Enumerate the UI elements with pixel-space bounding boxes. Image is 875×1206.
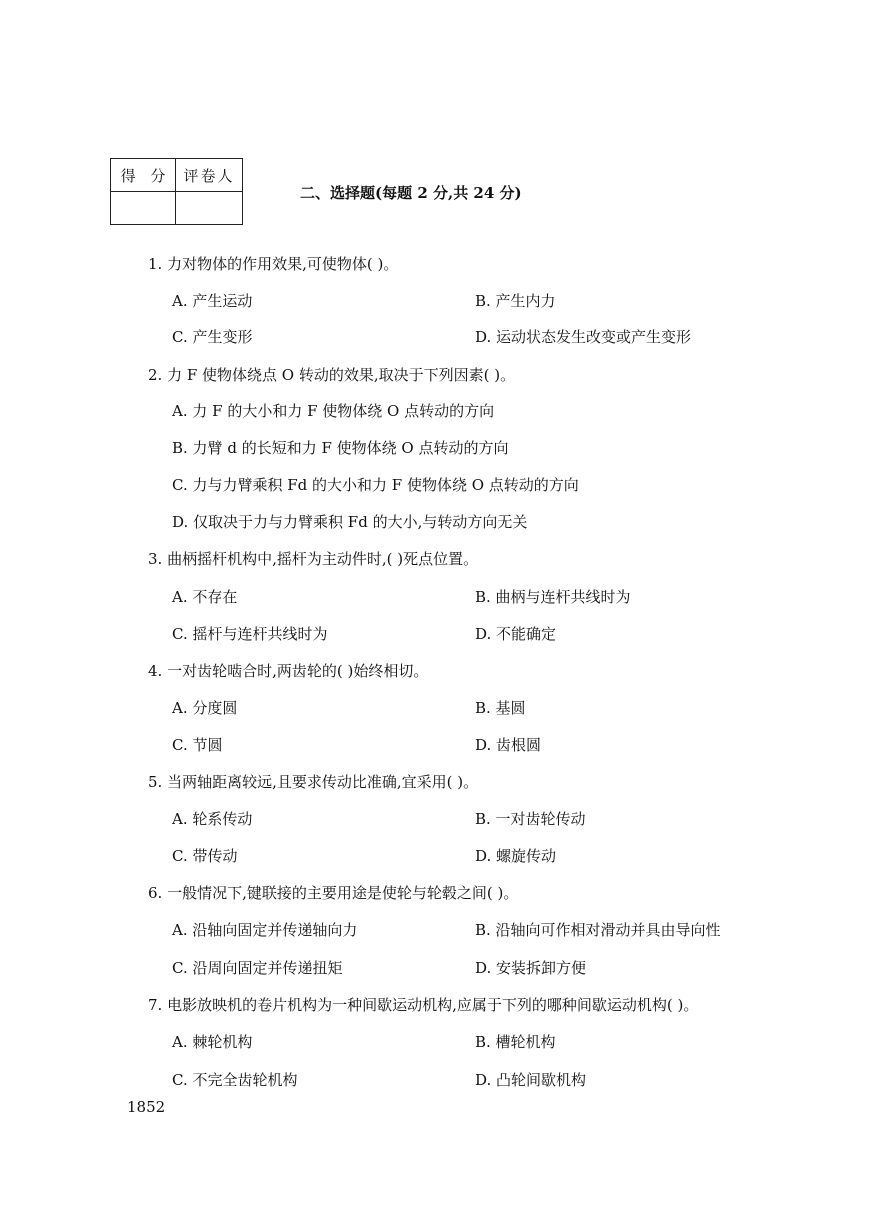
question-4-option-c: C. 节圆: [172, 736, 223, 754]
question-4-option-d: D. 齿根圆: [475, 736, 542, 754]
question-2-option-a: A. 力 F 的大小和力 F 使物体绕 O 点转动的方向: [172, 402, 495, 420]
question-2-stem: 2. 力 F 使物体绕点 O 转动的效果,取决于下列因素( )。: [148, 366, 516, 384]
question-2-option-d: D. 仅取决于力与力臂乘积 Fd 的大小,与转动方向无关: [172, 513, 528, 531]
question-3-option-c: C. 摇杆与连杆共线时为: [172, 625, 328, 643]
question-2-option-c: C. 力与力臂乘积 Fd 的大小和力 F 使物体绕 O 点转动的方向: [172, 476, 579, 494]
grader-label: 评卷人: [176, 159, 243, 192]
question-7-option-d: D. 凸轮间歇机构: [475, 1071, 587, 1089]
score-cell: [111, 192, 176, 225]
question-3-option-d: D. 不能确定: [475, 625, 557, 643]
question-1-option-c: C. 产生变形: [172, 328, 253, 346]
page-number: 1852: [127, 1098, 166, 1116]
question-7-option-c: C. 不完全齿轮机构: [172, 1071, 298, 1089]
question-5-option-d: D. 螺旋传动: [475, 847, 557, 865]
grader-cell: [176, 192, 243, 225]
question-1-option-a: A. 产生运动: [172, 292, 253, 310]
question-7-stem: 7. 电影放映机的卷片机构为一种间歇运动机构,应属于下列的哪种间歇运动机构( )。: [148, 996, 699, 1014]
question-3-option-a: A. 不存在: [172, 588, 238, 606]
question-5-option-c: C. 带传动: [172, 847, 238, 865]
score-label: 得 分: [111, 159, 176, 192]
question-1-option-d: D. 运动状态发生改变或产生变形: [475, 328, 692, 346]
question-6-option-a: A. 沿轴向固定并传递轴向力: [172, 921, 358, 939]
question-4-stem: 4. 一对齿轮啮合时,两齿轮的( )始终相切。: [148, 662, 429, 680]
question-4-option-b: B. 基圆: [475, 699, 526, 717]
question-6-stem: 6. 一般情况下,键联接的主要用途是使轮与轮毂之间( )。: [148, 884, 519, 902]
question-7-option-a: A. 棘轮机构: [172, 1033, 253, 1051]
question-7-option-b: B. 槽轮机构: [475, 1033, 556, 1051]
question-4-option-a: A. 分度圆: [172, 699, 238, 717]
score-table: [110, 158, 243, 225]
question-3-stem: 3. 曲柄摇杆机构中,摇杆为主动件时,( )死点位置。: [148, 550, 479, 568]
question-5-option-a: A. 轮系传动: [172, 810, 253, 828]
question-6-option-b: B. 沿轴向可作相对滑动并具由导向性: [475, 921, 721, 939]
question-6-option-c: C. 沿周向固定并传递扭矩: [172, 959, 343, 977]
question-1-stem: 1. 力对物体的作用效果,可使物体( )。: [148, 255, 399, 273]
question-5-option-b: B. 一对齿轮传动: [475, 810, 586, 828]
section-title: 二、选择题(每题 2 分,共 24 分): [300, 184, 522, 202]
question-5-stem: 5. 当两轴距离较远,且要求传动比准确,宜采用( )。: [148, 773, 479, 791]
question-1-option-b: B. 产生内力: [475, 292, 556, 310]
question-2-option-b: B. 力臂 d 的长短和力 F 使物体绕 O 点转动的方向: [172, 439, 509, 457]
question-6-option-d: D. 安装拆卸方便: [475, 959, 587, 977]
question-3-option-b: B. 曲柄与连杆共线时为: [475, 588, 631, 606]
